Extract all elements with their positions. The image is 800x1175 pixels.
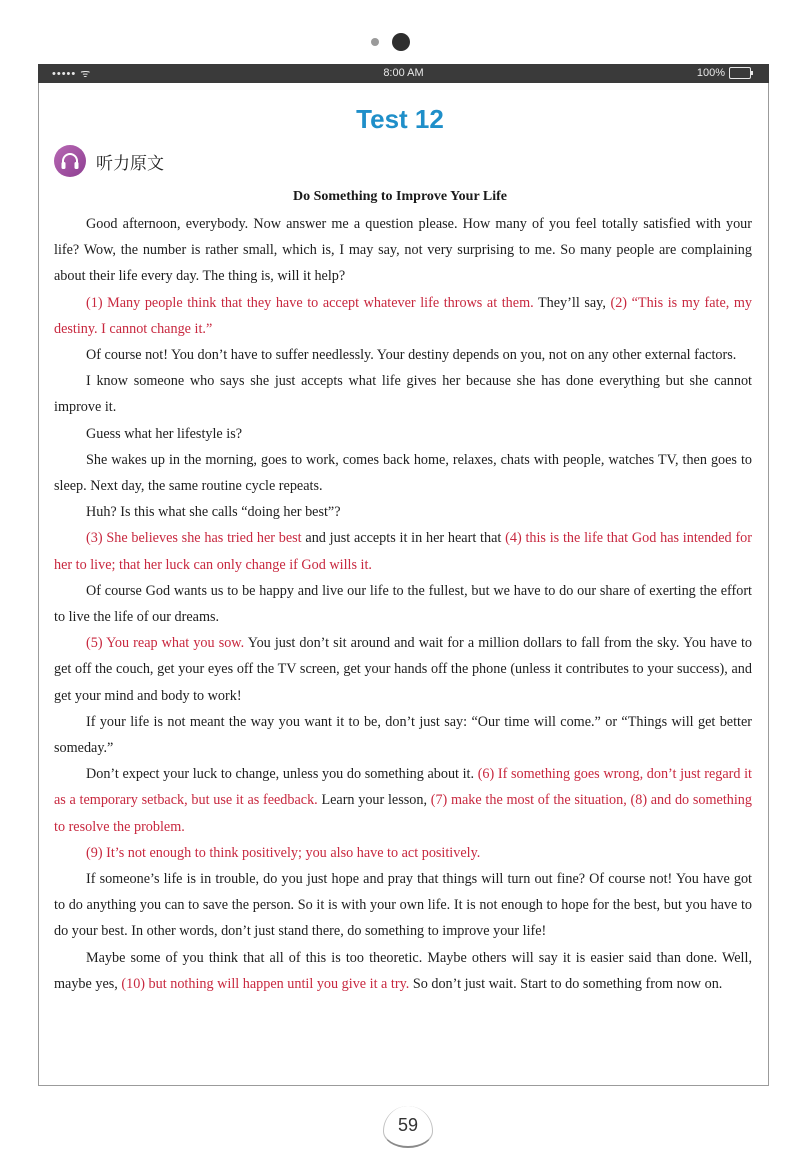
answer-highlight: (5) You reap what you sow. <box>86 635 245 652</box>
answer-highlight: (2) “This is my fate, my destiny. I cannot change it.” <box>54 294 753 337</box>
article-title: Do Something to Improve Your Life <box>292 189 508 204</box>
article-body <box>54 211 752 997</box>
paragraph-text: Don’t expect your luck to change, unless you do something about it. <box>86 766 478 783</box>
battery-percent: 100% <box>696 67 725 79</box>
battery-status <box>697 67 751 79</box>
section-header <box>54 145 164 177</box>
paragraph-text: and just accepts it in her heart that <box>301 530 506 547</box>
paragraph-text: They’ll say, <box>533 294 611 311</box>
paragraph-text: You just don’t sit around and wait for a million dollars to fall from the sky. You have to get off the couch, get your eyes off the TV screen, get your hands off the phone (unless it contributes to your success), and get your mind and body to work! <box>54 635 752 704</box>
answer-highlight: (1) Many people think that they have to accept whatever life throws at them. <box>86 294 534 311</box>
status-time: 8:00 AM <box>383 67 424 79</box>
paragraph-text: I know someone who says she just accepts what life gives her because she has done everything but she cannot improve it. <box>54 373 752 416</box>
status-bar <box>38 64 769 83</box>
paragraph-text: She wakes up in the morning, goes to work, comes back home, relaxes, chats with people, watches TV, then goes to sleep. Next day, the same routine cycle repeats. <box>54 451 752 495</box>
paragraph-text: Guess what her lifestyle is? <box>86 425 243 442</box>
paragraph <box>54 945 752 997</box>
page-title: Test 12 <box>356 104 444 134</box>
paragraph <box>54 421 752 447</box>
paragraph-text: If your life is not meant the way you want it to be, don’t just say: “Our time will come.” or “Things will get better someday.” <box>54 713 752 757</box>
paragraph-text: Good afternoon, everybody. Now answer me a question please. How many of you feel totally satisfied with your life? Wow, the number is rather small, which is, I may say, not very surprising to me. So many people are complaining about their life every day. The thing is, will it help? <box>54 216 752 285</box>
paragraph <box>54 447 752 499</box>
page-number: 59 <box>383 1106 433 1148</box>
camera-dot <box>392 33 410 51</box>
paragraph-text: Maybe some of you think that all of this is too theoretic. Maybe others will say it is easier said than done. Well, maybe yes, <box>54 949 752 992</box>
answer-highlight: (3) She believes she has tried her best <box>86 530 302 547</box>
section-label: 听力原文 <box>96 153 164 174</box>
paragraph <box>54 709 752 761</box>
paragraph <box>54 630 752 709</box>
paragraph <box>54 840 752 866</box>
sensor-dot <box>371 38 379 46</box>
paragraph <box>54 578 752 630</box>
paragraph-text: Huh? Is this what she calls “doing her best”? <box>86 504 341 521</box>
paragraph <box>54 761 752 840</box>
paragraph-text: So don’t just wait. Start to do something from now on. <box>409 975 723 992</box>
battery-icon <box>729 67 751 79</box>
paragraph <box>54 499 752 525</box>
paragraph <box>54 290 752 342</box>
signal-wifi-icon: ••••• ᯤ <box>52 68 92 80</box>
paragraph-text: Of course not! You don’t have to suffer needlessly. Your destiny depends on you, not on any other external factors. <box>86 347 737 364</box>
answer-highlight: (10) but nothing will happen until you give it a try. <box>121 975 410 992</box>
paragraph <box>54 866 752 945</box>
answer-highlight: (7) make the most of the situation, (8) and do something to resolve the problem. <box>54 792 752 835</box>
answer-highlight: (9) It’s not enough to think positively; you also have to act positively. <box>86 844 481 861</box>
paragraph <box>54 211 752 290</box>
camera-indicator <box>0 33 800 53</box>
paragraph-text: Of course God wants us to be happy and live our life to the fullest, but we have to do our share of exerting the effort to live the life of our dreams. <box>54 582 752 626</box>
paragraph <box>54 342 752 368</box>
headphones-icon <box>54 145 86 177</box>
answer-highlight: (4) this is the life that God has intended for her to live; that her luck can only change if God wills it. <box>54 530 752 573</box>
answer-highlight: (6) If something goes wrong, don’t just regard it as a temporary setback, but use it as feedback. <box>54 766 752 809</box>
paragraph-text: If someone’s life is in trouble, do you just hope and pray that things will turn out fine? Of course not! You have got to do anything you can to save the person. So it is with your own life. It is not enough to hope for the best, but you have to do your best. In other words, don’t just stand there, do something to improve your life! <box>54 871 752 940</box>
paragraph <box>54 368 752 420</box>
paragraph-text: Learn your lesson, <box>317 792 431 809</box>
paragraph <box>54 525 752 577</box>
